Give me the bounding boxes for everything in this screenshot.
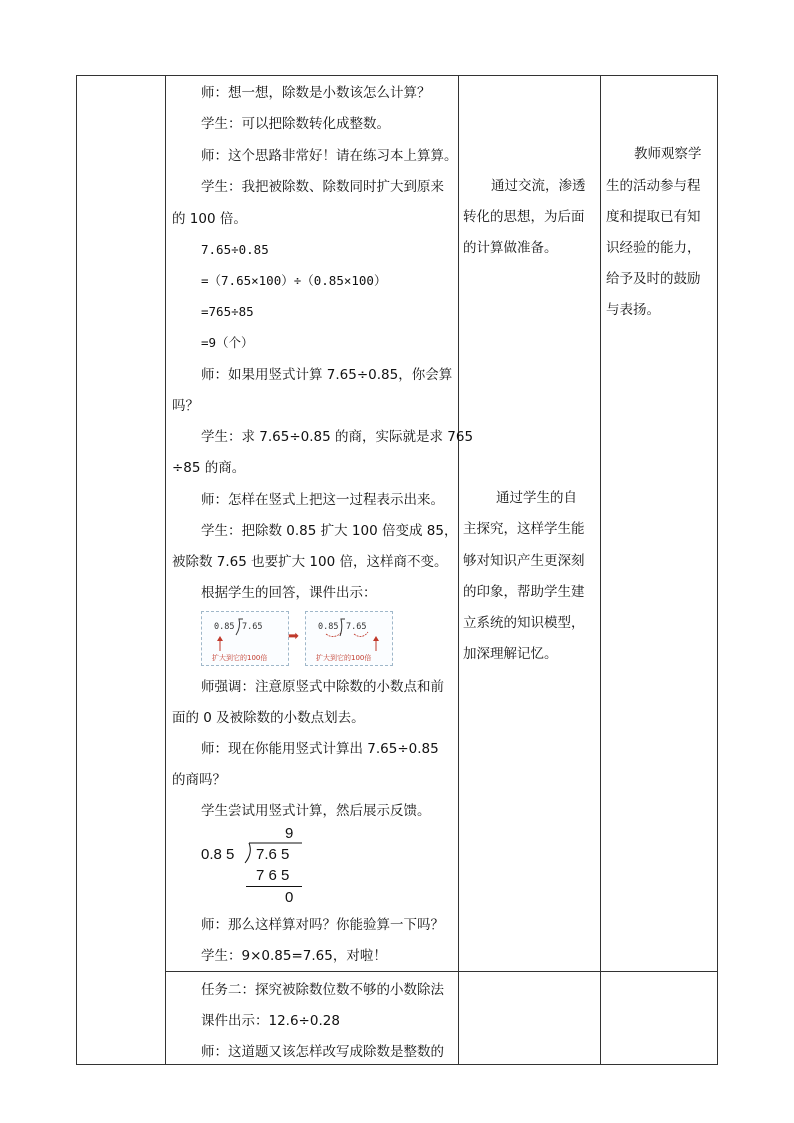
right-arrow-icon: ➡ — [288, 628, 299, 643]
equation-line: =9（个） — [201, 335, 254, 350]
dividend-text: 7.65 — [346, 622, 367, 632]
dialogue-line: 学生：把除数 0.85 扩大 100 倍变成 85， — [201, 523, 458, 539]
dialogue-line: ÷85 的商。 — [172, 460, 246, 476]
courseware-diagram-after — [305, 611, 393, 666]
row-divider — [165, 971, 717, 972]
assessment-line: 生的活动参与程 — [606, 178, 701, 194]
design-intent-line: 转化的思想，为后面 — [463, 209, 585, 225]
dialogue-line: 学生尝试用竖式计算，然后展示反馈。 — [201, 803, 431, 819]
design-intent-line: 通过学生的自 — [496, 490, 577, 506]
dialogue-line: 学生：求 7.65÷0.85 的商，实际就是求 765 — [201, 429, 474, 445]
design-intent-line: 主探究，这样学生能 — [463, 521, 585, 537]
dialogue-line: 学生：可以把除数转化成整数。 — [201, 116, 390, 132]
column-divider-3 — [600, 76, 601, 1064]
remainder: 0 — [285, 889, 294, 906]
divisor-text: 0.85 — [318, 622, 339, 632]
equation-line: 7.65÷0.85 — [201, 242, 269, 257]
dialogue-line: 的 100 倍。 — [172, 211, 247, 227]
dialogue-line: 师：这道题又该怎样改写成除数是整数的 — [201, 1044, 444, 1060]
column-divider-2 — [458, 76, 459, 1064]
design-intent-line: 加深理解记忆。 — [463, 646, 558, 662]
diagram-caption: 扩大到它的100倍 — [212, 654, 268, 662]
dialogue-line: 师强调：注意原竖式中除数的小数点和前 — [201, 679, 444, 695]
design-intent-line: 立系统的知识模型， — [463, 615, 585, 631]
courseware-diagram-before — [201, 611, 289, 666]
dialogue-line: 吗？ — [172, 398, 199, 414]
dialogue-line: 师：想一想，除数是小数该怎么计算？ — [201, 85, 431, 101]
assessment-line: 给予及时的鼓励 — [606, 271, 701, 287]
quotient: 9 — [285, 825, 294, 842]
design-intent-line: 通过交流，渗透 — [491, 178, 586, 194]
dialogue-line: 被除数 7.65 也要扩大 100 倍，这样商不变。 — [172, 554, 448, 570]
assessment-line: 识经验的能力， — [606, 240, 701, 256]
column-divider-1 — [165, 76, 166, 1064]
subtraction-line — [246, 886, 302, 887]
dialogue-line: 师：这个思路非常好！请在练习本上算算。 — [201, 148, 458, 164]
task-heading: 任务二：探究被除数位数不够的小数除法 — [201, 982, 444, 998]
dialogue-line: 根据学生的回答，课件出示： — [201, 585, 377, 601]
assessment-line: 教师观察学 — [634, 146, 702, 162]
dialogue-line: 师：怎样在竖式上把这一过程表示出来。 — [201, 492, 444, 508]
equation-line: =765÷85 — [201, 304, 254, 319]
dividend: 7.6 5 — [256, 846, 290, 863]
up-arrow-icon — [216, 636, 224, 652]
dialogue-line: 面的 0 及被除数的小数点划去。 — [172, 710, 365, 726]
design-intent-line: 够对知识产生更深刻 — [463, 553, 585, 569]
design-intent-line: 的计算做准备。 — [463, 240, 558, 256]
dialogue-line: 课件出示：12.6÷0.28 — [201, 1013, 340, 1029]
design-intent-line: 的印象，帮助学生建 — [463, 584, 585, 600]
dialogue-line: 的商吗？ — [172, 772, 226, 788]
equation-line: =（7.65×100）÷（0.85×100） — [201, 273, 387, 288]
divisor-text: 0.85 — [214, 622, 235, 632]
product: 7 6 5 — [256, 867, 290, 884]
divisor: 0.8 5 — [201, 846, 235, 863]
diagram-caption: 扩大到它的100倍 — [316, 654, 372, 662]
dialogue-line: 师：如果用竖式计算 7.65÷0.85，你会算 — [201, 367, 453, 383]
dialogue-line: 学生：我把被除数、除数同时扩大到原来 — [201, 179, 444, 195]
assessment-line: 度和提取已有知 — [606, 209, 701, 225]
dialogue-line: 学生：9×0.85=7.65，对啦！ — [201, 948, 387, 964]
assessment-line: 与表扬。 — [606, 302, 660, 318]
dividend-text: 7.65 — [242, 622, 263, 632]
up-arrow-icon — [372, 636, 380, 652]
dialogue-line: 师：那么这样算对吗？你能验算一下吗？ — [201, 917, 444, 933]
dialogue-line: 师：现在你能用竖式计算出 7.65÷0.85 — [201, 741, 439, 757]
